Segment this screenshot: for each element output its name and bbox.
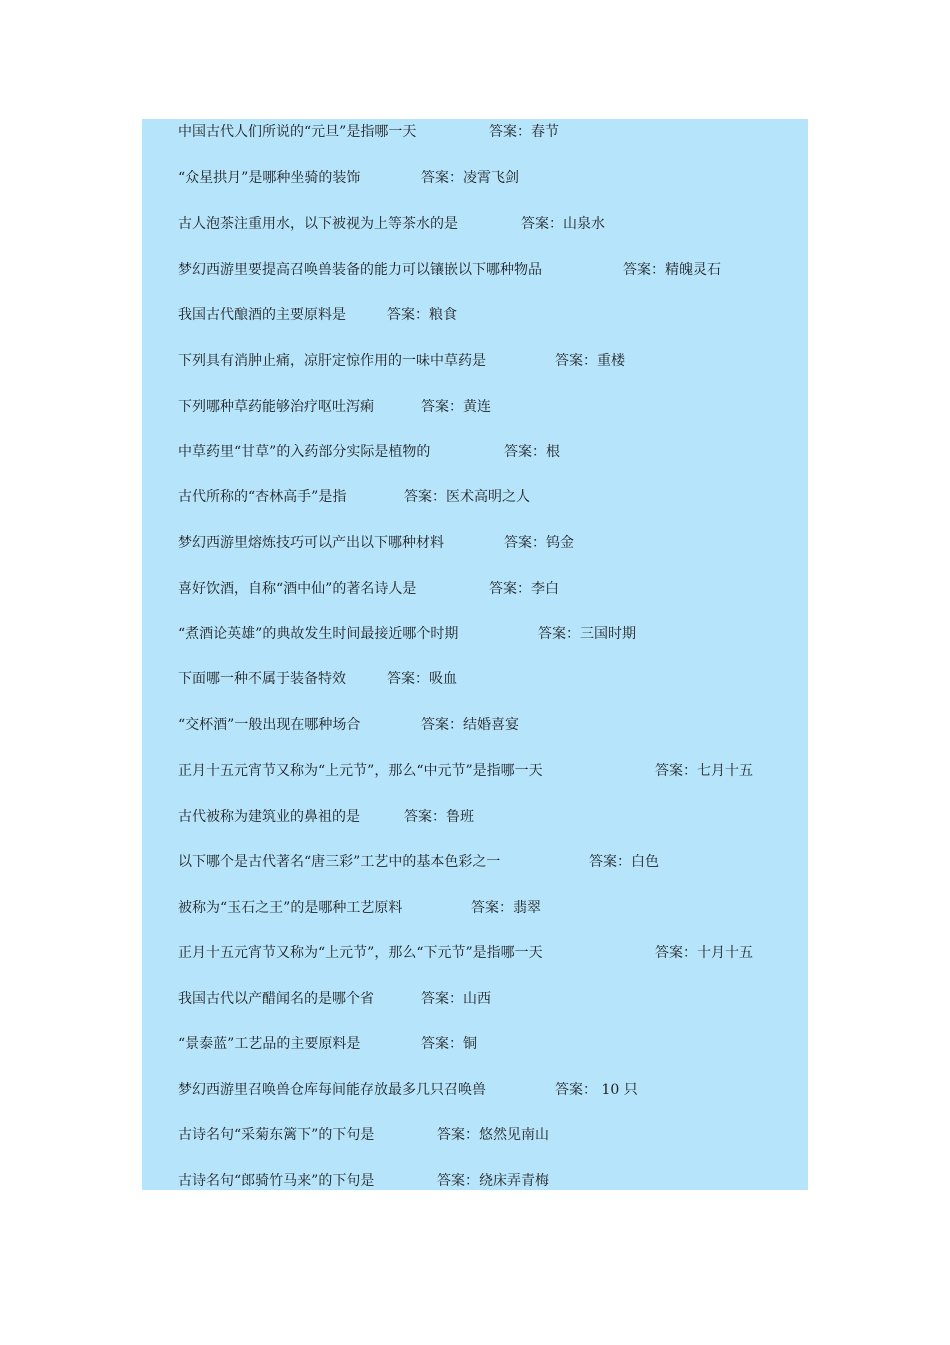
qa-row bbox=[178, 897, 541, 919]
answer-text: 答案：李白 bbox=[489, 581, 559, 597]
qa-row bbox=[178, 532, 574, 554]
question-text: “交杯酒”一般出现在哪种场合 bbox=[178, 717, 361, 733]
question-text: 正月十五元宵节又称为“上元节”，那么“下元节”是指哪一天 bbox=[178, 945, 543, 961]
answer-text: 答案：凌霄飞剑 bbox=[421, 170, 519, 186]
answer-text: 答案：悠然见南山 bbox=[437, 1127, 549, 1143]
question-text: “众星拱月”是哪种坐骑的装饰 bbox=[178, 170, 361, 186]
answer-text: 答案：山泉水 bbox=[521, 216, 605, 232]
question-text: 正月十五元宵节又称为“上元节”，那么“中元节”是指哪一天 bbox=[178, 763, 543, 779]
answer-text: 答案：重楼 bbox=[555, 353, 625, 369]
question-text: 我国古代以产醋闻名的是哪个省 bbox=[178, 991, 374, 1007]
qa-row bbox=[178, 1124, 549, 1146]
answer-text: 答案：黄连 bbox=[421, 399, 491, 415]
question-text: 梦幻西游里熔炼技巧可以产出以下哪种材料 bbox=[178, 535, 444, 551]
qa-row bbox=[178, 121, 559, 143]
answer-text: 答案：白色 bbox=[589, 854, 659, 870]
qa-row bbox=[178, 1079, 638, 1101]
question-text: 古诗名句“采菊东篱下”的下句是 bbox=[178, 1127, 375, 1143]
question-text: 下列哪种草药能够治疗呕吐泻痢 bbox=[178, 399, 374, 415]
qa-row bbox=[178, 304, 457, 326]
question-text: 喜好饮酒，自称“酒中仙”的著名诗人是 bbox=[178, 581, 417, 597]
answer-text: 答案：七月十五 bbox=[655, 763, 753, 779]
qa-row bbox=[178, 396, 491, 418]
answer-text: 答案：铜 bbox=[421, 1036, 477, 1052]
qa-row bbox=[178, 578, 559, 600]
qa-row bbox=[178, 988, 491, 1010]
question-text: 以下哪个是古代著名“唐三彩”工艺中的基本色彩之一 bbox=[178, 854, 501, 870]
answer-text: 答案：钨金 bbox=[504, 535, 574, 551]
qa-row bbox=[178, 1033, 477, 1055]
qa-row bbox=[178, 623, 636, 645]
question-text: 古代被称为建筑业的鼻祖的是 bbox=[178, 809, 360, 825]
question-text: 古代所称的“杏林高手”是指 bbox=[178, 489, 347, 505]
question-text: 梦幻西游里要提高召唤兽装备的能力可以镶嵌以下哪种物品 bbox=[178, 262, 542, 278]
qa-row bbox=[178, 167, 519, 189]
answer-text: 答案：绕床弄青梅 bbox=[437, 1173, 549, 1189]
answer-text: 答案：结婚喜宴 bbox=[421, 717, 519, 733]
qa-row bbox=[178, 213, 605, 235]
qa-row bbox=[178, 942, 753, 964]
qa-row bbox=[178, 806, 474, 828]
answer-text: 答案：春节 bbox=[489, 124, 559, 140]
qa-row bbox=[178, 441, 560, 463]
qa-row bbox=[178, 1170, 549, 1190]
question-text: “煮酒论英雄”的典故发生时间最接近哪个时期 bbox=[178, 626, 459, 642]
qa-row bbox=[178, 714, 519, 736]
question-text: “景泰蓝”工艺品的主要原料是 bbox=[178, 1036, 361, 1052]
qa-row bbox=[178, 350, 625, 372]
answer-text: 答案：三国时期 bbox=[538, 626, 636, 642]
answer-text: 答案：翡翠 bbox=[471, 900, 541, 916]
answer-text: 答案：鲁班 bbox=[404, 809, 474, 825]
answer-text: 答案：吸血 bbox=[387, 671, 457, 687]
answer-text: 答案：医术高明之人 bbox=[404, 489, 530, 505]
question-text: 古诗名句“郎骑竹马来”的下句是 bbox=[178, 1173, 375, 1189]
qa-row bbox=[178, 259, 721, 281]
question-text: 我国古代酿酒的主要原料是 bbox=[178, 307, 346, 323]
answer-text: 答案： 10 只 bbox=[555, 1082, 638, 1098]
qa-panel bbox=[142, 119, 808, 1190]
answer-text: 答案：十月十五 bbox=[655, 945, 753, 961]
answer-text: 答案：山西 bbox=[421, 991, 491, 1007]
question-text: 下列具有消肿止痛，凉肝定惊作用的一味中草药是 bbox=[178, 353, 486, 369]
question-text: 被称为“玉石之王”的是哪种工艺原料 bbox=[178, 900, 403, 916]
question-text: 古人泡茶注重用水，以下被视为上等茶水的是 bbox=[178, 216, 458, 232]
qa-row bbox=[178, 486, 530, 508]
answer-text: 答案：精魄灵石 bbox=[623, 262, 721, 278]
answer-text: 答案：根 bbox=[504, 444, 560, 460]
question-text: 中国古代人们所说的“元旦”是指哪一天 bbox=[178, 124, 417, 140]
question-text: 梦幻西游里召唤兽仓库每间能存放最多几只召唤兽 bbox=[178, 1082, 486, 1098]
qa-row bbox=[178, 668, 457, 690]
answer-text: 答案：粮食 bbox=[387, 307, 457, 323]
question-text: 下面哪一种不属于装备特效 bbox=[178, 671, 346, 687]
qa-row bbox=[178, 851, 659, 873]
qa-row bbox=[178, 760, 753, 782]
question-text: 中草药里“甘草”的入药部分实际是植物的 bbox=[178, 444, 431, 460]
